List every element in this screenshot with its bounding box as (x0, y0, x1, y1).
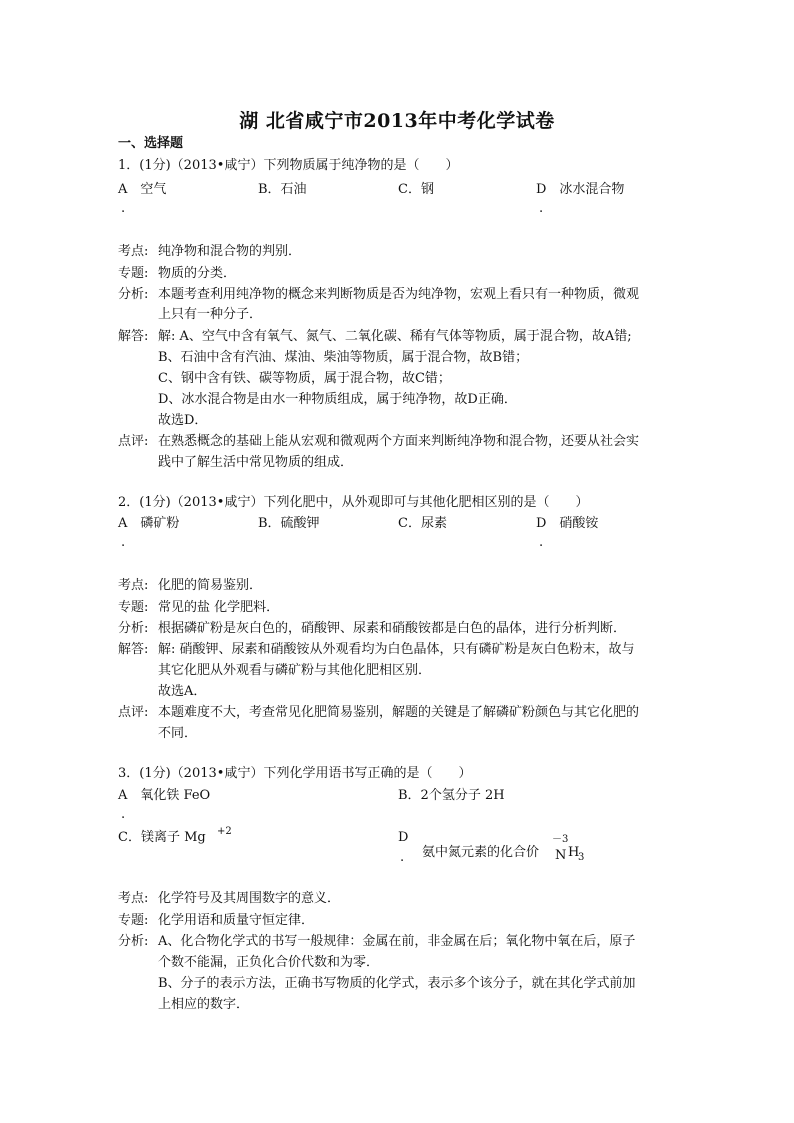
q2-zhuanti: 常见的盐 化学肥料． (158, 600, 280, 615)
q1-fenxi-label: 分析: (118, 287, 149, 302)
q3-zhuanti-label: 专题: (118, 913, 149, 928)
q1-jieda-line-1: 解: A、空气中含有氧气、氮气、二氧化碳、稀有气体等物质，属于混合物，故A错; (158, 329, 632, 344)
q2-option-c: C．尿素 (398, 516, 447, 531)
q1-dianping-line-1: 在熟悉概念的基础上能从宏观和微观两个方面来判断纯净物和混合物，还要从社会实 (158, 434, 640, 449)
q3-option-d-dot: . (400, 850, 405, 865)
q3-option-b: B．2个氢分子 2H (398, 788, 505, 803)
q1-jieda-line-2: B、石油中含有汽油、煤油、柴油等物质，属于混合物，故B错； (158, 350, 529, 365)
q2-option-a-dot: . (121, 535, 126, 550)
q1-fenxi-line-1: 本题考查利用纯净物的概念来判断物质是否为纯净物，宏观上看只有一种物质，微观 (158, 287, 640, 302)
section-heading: 一、选择题 (118, 136, 184, 151)
q3-option-a: A 氧化铁 FeO (118, 788, 211, 803)
q2-dianping-line-2: 不同． (158, 726, 198, 741)
q1-option-b: B．石油 (258, 182, 307, 197)
q1-option-c: C．钢 (398, 182, 434, 197)
q1-jieda-line-5: 故选D． (158, 413, 208, 428)
q2-fenxi-line-1: 根据磷矿粉是灰白色的，硝酸钾、尿素和硝酸铵都是白色的晶体，进行分析判断． (158, 621, 627, 636)
q3-option-c: C．镁离子 Mg (118, 830, 206, 845)
q1-option-a-dot: . (121, 201, 126, 216)
q2-kaodian: 化肥的简易鉴别． (158, 578, 263, 593)
q3-fenxi-line-2: 个数不能漏，正负化合价代数和为零． (158, 955, 380, 970)
q1-jieda-line-4: D、冰水混合物是由水一种物质组成，属于纯净物，故D正确． (158, 392, 517, 407)
q1-jieda-line-3: C、钢中含有铁、碳等物质，属于混合物，故C错； (158, 371, 451, 386)
q3-kaodian-label: 考点: (118, 891, 149, 906)
q3-option-d-subscript: 3 (578, 852, 585, 863)
q2-option-a: A 磷矿粉 (118, 516, 180, 531)
q1-option-d-dot: . (539, 201, 544, 216)
q1-jieda-label: 解答: (118, 329, 149, 344)
q1-option-d: D 冰水混合物 (536, 182, 625, 197)
q3-option-d-valence: －3 (552, 834, 569, 845)
q2-fenxi-label: 分析: (118, 621, 149, 636)
q1-kaodian-label: 考点: (118, 244, 149, 259)
q3-fenxi-line-1: A、化合物化学式的书写一般规律：金属在前，非金属在后；氧化物中氧在后，原子 (158, 934, 636, 949)
q2-jieda-label: 解答: (118, 642, 149, 657)
q2-option-b: B．硫酸钾 (258, 516, 320, 531)
q3-fenxi-label: 分析: (118, 934, 149, 949)
q1-zhuanti: 物质的分类． (158, 266, 237, 281)
q3-option-d-letter: D (398, 830, 409, 845)
q2-option-d: D 硝酸铵 (536, 516, 599, 531)
q1-option-a: A 空气 (118, 182, 167, 197)
q3-option-d-text: 氨中氮元素的化合价 (422, 845, 540, 860)
question-1-stem: 1．(1分)（2013•咸宁）下列物质属于纯净物的是（ ） (118, 158, 459, 173)
q1-fenxi-line-2: 上只有一种分子． (158, 307, 263, 322)
q3-zhuanti: 化学用语和质量守恒定律． (158, 913, 315, 928)
page-title: 湖 北省咸宁市2013年中考化学试卷 (239, 110, 555, 132)
q3-option-a-dot: . (121, 807, 126, 822)
q2-dianping-label: 点评: (118, 705, 149, 720)
q3-fenxi-line-4: 上相应的数字． (158, 997, 250, 1012)
q2-kaodian-label: 考点: (118, 578, 149, 593)
q2-dianping-line-1: 本题难度不大，考查常见化肥简易鉴别，解题的关键是了解磷矿粉颜色与其它化肥的 (158, 705, 640, 720)
q3-option-c-superscript: +2 (217, 826, 232, 837)
q3-fenxi-line-3: B、分子的表示方法，正确书写物质的化学式，表示多个该分子，就在其化学式前加 (158, 976, 636, 991)
q1-dianping-label: 点评: (118, 434, 149, 449)
q3-option-d-nitrogen: N (555, 848, 567, 863)
q1-dianping-line-2: 践中了解生活中常见物质的组成． (158, 455, 354, 470)
q3-option-d-hydrogen: H (568, 845, 580, 860)
q2-option-d-dot: . (539, 535, 544, 550)
q1-zhuanti-label: 专题: (118, 266, 149, 281)
q2-jieda-line-1: 解: 硝酸钾、尿素和硝酸铵从外观看均为白色晶体，只有磷矿粉是灰白色粉末，故与 (158, 642, 635, 657)
q1-kaodian: 纯净物和混合物的判别． (158, 244, 302, 259)
question-2-stem: 2．(1分)（2013•咸宁）下列化肥中，从外观即可与其他化肥相区别的是（ ） (118, 495, 589, 510)
q3-kaodian: 化学符号及其周围数字的意义． (158, 891, 341, 906)
q2-jieda-line-3: 故选A． (158, 684, 207, 699)
q2-jieda-line-2: 其它化肥从外观看与磷矿粉与其他化肥相区别． (158, 663, 432, 678)
question-3-stem: 3．(1分)（2013•咸宁）下列化学用语书写正确的是（ ） (118, 766, 472, 781)
q2-zhuanti-label: 专题: (118, 600, 149, 615)
